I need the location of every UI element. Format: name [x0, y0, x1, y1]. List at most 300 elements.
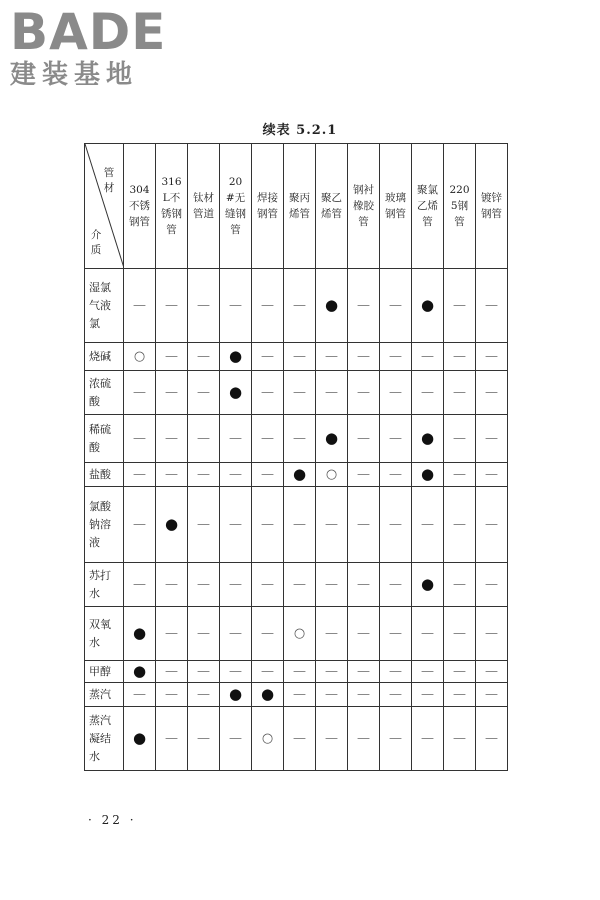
table-cell	[380, 371, 412, 415]
dash-mark: —	[197, 466, 210, 482]
dash-mark: —	[293, 663, 306, 679]
table-cell	[156, 607, 188, 661]
dash-mark: —	[133, 686, 146, 702]
dash-mark: —	[325, 516, 338, 532]
dash-mark: —	[261, 625, 274, 641]
table-body	[85, 269, 508, 771]
open-circle-mark: ○	[325, 466, 338, 482]
dash-mark: —	[485, 348, 498, 364]
row-medium-label: 稀硫酸	[85, 415, 124, 463]
dash-mark: —	[261, 297, 274, 313]
table-cell	[380, 415, 412, 463]
column-header-label: 20#无缝钢管	[225, 176, 246, 236]
dash-mark: —	[197, 730, 210, 746]
row-medium-label: 双氧水	[85, 607, 124, 661]
dash-mark: —	[165, 625, 178, 641]
column-header	[156, 144, 188, 269]
table-row	[85, 343, 508, 371]
table-cell	[316, 487, 348, 563]
table-cell	[252, 607, 284, 661]
logo-mark: BADE	[10, 3, 167, 61]
table-cell	[348, 661, 380, 683]
filled-circle-mark: ●	[420, 428, 435, 447]
dash-mark: —	[261, 663, 274, 679]
table-cell	[188, 343, 220, 371]
dash-mark: —	[485, 297, 498, 313]
table-cell	[284, 661, 316, 683]
table-cell	[316, 343, 348, 371]
dash-mark: —	[389, 348, 402, 364]
dash-mark: —	[165, 686, 178, 702]
table-cell	[156, 269, 188, 343]
table-cell	[124, 563, 156, 607]
dash-mark: —	[325, 384, 338, 400]
table-row	[85, 487, 508, 563]
table-cell	[412, 343, 444, 371]
dash-mark: —	[229, 625, 242, 641]
table-cell	[252, 371, 284, 415]
table-cell	[412, 371, 444, 415]
dash-mark: —	[165, 297, 178, 313]
dash-mark: —	[389, 430, 402, 446]
table-cell	[444, 607, 476, 661]
dash-mark: —	[197, 430, 210, 446]
table-cell	[316, 371, 348, 415]
table-cell	[348, 683, 380, 707]
dash-mark: —	[453, 516, 466, 532]
logo-subtitle: 建装基地	[10, 60, 139, 90]
table-cell	[412, 563, 444, 607]
table-row	[85, 607, 508, 661]
table-row	[85, 415, 508, 463]
dash-mark: —	[485, 663, 498, 679]
filled-circle-mark: ●	[420, 295, 435, 314]
dash-mark: —	[293, 384, 306, 400]
table-cell	[220, 269, 252, 343]
row-medium-label: 盐酸	[85, 463, 124, 487]
filled-circle-mark: ●	[228, 382, 243, 401]
column-header	[284, 144, 316, 269]
table-cell	[412, 415, 444, 463]
column-header	[188, 144, 220, 269]
corner-label-medium: 介质	[90, 229, 102, 256]
dash-mark: —	[421, 348, 434, 364]
table-cell	[124, 607, 156, 661]
table-cell	[252, 563, 284, 607]
dash-mark: —	[261, 430, 274, 446]
dash-mark: —	[325, 625, 338, 641]
dash-mark: —	[453, 430, 466, 446]
dash-mark: —	[293, 576, 306, 592]
column-header-label: 焊接钢管	[257, 192, 278, 220]
table-cell	[252, 269, 284, 343]
dash-mark: —	[421, 663, 434, 679]
table-cell	[220, 487, 252, 563]
row-medium-label: 蒸汽	[85, 683, 124, 707]
dash-mark: —	[453, 384, 466, 400]
dash-mark: —	[261, 466, 274, 482]
table-cell	[156, 563, 188, 607]
table-cell	[156, 661, 188, 683]
dash-mark: —	[357, 625, 370, 641]
table-cell	[124, 487, 156, 563]
column-header-label: 聚氯乙烯管	[417, 184, 438, 228]
dash-mark: —	[229, 663, 242, 679]
table-cell	[284, 343, 316, 371]
dash-mark: —	[229, 466, 242, 482]
dash-mark: —	[197, 625, 210, 641]
dash-mark: —	[325, 576, 338, 592]
dash-mark: —	[453, 297, 466, 313]
dash-mark: —	[421, 384, 434, 400]
dash-mark: —	[293, 730, 306, 746]
table-cell	[444, 707, 476, 771]
table-row	[85, 683, 508, 707]
filled-circle-mark: ●	[260, 684, 275, 703]
filled-circle-mark: ●	[228, 346, 243, 365]
table-cell	[444, 371, 476, 415]
dash-mark: —	[133, 430, 146, 446]
table-cell	[316, 269, 348, 343]
dash-mark: —	[421, 686, 434, 702]
dash-mark: —	[453, 466, 466, 482]
dash-mark: —	[453, 663, 466, 679]
table-cell	[476, 563, 508, 607]
dash-mark: —	[389, 516, 402, 532]
row-medium-label: 湿氯气液氯	[85, 269, 124, 343]
table-cell	[316, 683, 348, 707]
column-header	[476, 144, 508, 269]
dash-mark: —	[485, 686, 498, 702]
table-cell	[220, 683, 252, 707]
column-header-label: 玻璃钢管	[385, 192, 406, 220]
table-cell	[188, 683, 220, 707]
table-cell	[348, 487, 380, 563]
table-cell	[380, 343, 412, 371]
table-cell	[316, 563, 348, 607]
table-cell	[156, 487, 188, 563]
dash-mark: —	[261, 384, 274, 400]
table-cell	[188, 563, 220, 607]
table-cell	[284, 683, 316, 707]
dash-mark: —	[357, 576, 370, 592]
dash-mark: —	[357, 686, 370, 702]
column-header	[348, 144, 380, 269]
dash-mark: —	[293, 297, 306, 313]
dash-mark: —	[197, 348, 210, 364]
table-cell	[188, 607, 220, 661]
dash-mark: —	[197, 686, 210, 702]
table-cell	[348, 463, 380, 487]
table-cell	[412, 683, 444, 707]
open-circle-mark: ○	[133, 348, 146, 364]
table-cell	[444, 563, 476, 607]
table-cell	[380, 563, 412, 607]
dash-mark: —	[325, 686, 338, 702]
table-cell	[444, 661, 476, 683]
table-row	[85, 707, 508, 771]
dash-mark: —	[261, 516, 274, 532]
dash-mark: —	[389, 297, 402, 313]
dash-mark: —	[485, 625, 498, 641]
table-row	[85, 371, 508, 415]
dash-mark: —	[389, 384, 402, 400]
row-medium-label: 苏打水	[85, 563, 124, 607]
dash-mark: —	[133, 576, 146, 592]
dash-mark: —	[453, 686, 466, 702]
dash-mark: —	[357, 663, 370, 679]
open-circle-mark: ○	[261, 730, 274, 746]
table-cell	[284, 707, 316, 771]
column-header	[252, 144, 284, 269]
table-cell	[124, 269, 156, 343]
dash-mark: —	[389, 686, 402, 702]
dash-mark: —	[197, 384, 210, 400]
column-header-label: 316L不锈钢管	[161, 176, 182, 236]
corner-label-material: 管材	[103, 167, 115, 194]
table-cell	[252, 487, 284, 563]
table-cell	[188, 415, 220, 463]
dash-mark: —	[165, 430, 178, 446]
table-cell	[476, 607, 508, 661]
table-cell	[124, 661, 156, 683]
table-cell	[380, 661, 412, 683]
table-cell	[348, 563, 380, 607]
table-cell	[220, 707, 252, 771]
table-cell	[444, 487, 476, 563]
table-cell	[220, 607, 252, 661]
table-cell	[188, 707, 220, 771]
dash-mark: —	[293, 430, 306, 446]
table-cell	[284, 487, 316, 563]
dash-mark: —	[261, 576, 274, 592]
dash-mark: —	[165, 576, 178, 592]
table-cell	[156, 343, 188, 371]
dash-mark: —	[165, 663, 178, 679]
table-cell	[252, 683, 284, 707]
table-cell	[316, 707, 348, 771]
table-row	[85, 463, 508, 487]
dash-mark: —	[197, 516, 210, 532]
dash-mark: —	[165, 466, 178, 482]
dash-mark: —	[197, 576, 210, 592]
table-cell	[188, 463, 220, 487]
table-cell	[252, 661, 284, 683]
dash-mark: —	[389, 466, 402, 482]
row-medium-label: 烧碱	[85, 343, 124, 371]
filled-circle-mark: ●	[292, 464, 307, 483]
dash-mark: —	[293, 686, 306, 702]
table-cell	[284, 269, 316, 343]
dash-mark: —	[261, 348, 274, 364]
dash-mark: —	[229, 516, 242, 532]
table-cell	[380, 463, 412, 487]
table-cell	[380, 607, 412, 661]
filled-circle-mark: ●	[420, 464, 435, 483]
column-header-label: 聚丙烯管	[289, 192, 310, 220]
table-cell	[284, 563, 316, 607]
table-cell	[220, 563, 252, 607]
dash-mark: —	[453, 348, 466, 364]
table-cell	[476, 487, 508, 563]
table-cell	[444, 343, 476, 371]
dash-mark: —	[133, 384, 146, 400]
row-medium-label: 甲醇	[85, 661, 124, 683]
table-cell	[412, 487, 444, 563]
table-cell	[412, 607, 444, 661]
table-cell	[124, 707, 156, 771]
table-cell	[316, 415, 348, 463]
dash-mark: —	[165, 348, 178, 364]
filled-circle-mark: ●	[228, 684, 243, 703]
dash-mark: —	[421, 516, 434, 532]
table-cell	[220, 661, 252, 683]
dash-mark: —	[197, 297, 210, 313]
dash-mark: —	[485, 576, 498, 592]
dash-mark: —	[229, 430, 242, 446]
filled-circle-mark: ●	[324, 295, 339, 314]
table-cell	[316, 463, 348, 487]
header-row	[85, 144, 508, 269]
table-cell	[380, 487, 412, 563]
table-cell	[220, 463, 252, 487]
table-cell	[156, 371, 188, 415]
table-cell	[348, 371, 380, 415]
table-cell	[284, 607, 316, 661]
table-cell	[156, 683, 188, 707]
column-header-label: 304不锈钢管	[129, 184, 150, 228]
dash-mark: —	[453, 730, 466, 746]
dash-mark: —	[165, 384, 178, 400]
table-cell	[252, 343, 284, 371]
dash-mark: —	[485, 466, 498, 482]
dash-mark: —	[453, 625, 466, 641]
dash-mark: —	[485, 730, 498, 746]
dash-mark: —	[197, 663, 210, 679]
table-cell	[476, 415, 508, 463]
dash-mark: —	[485, 384, 498, 400]
dash-mark: —	[133, 297, 146, 313]
dash-mark: —	[357, 384, 370, 400]
table-cell	[188, 371, 220, 415]
table-row	[85, 269, 508, 343]
dash-mark: —	[325, 730, 338, 746]
dash-mark: —	[421, 730, 434, 746]
dash-mark: —	[357, 430, 370, 446]
row-medium-label: 蒸汽凝结水	[85, 707, 124, 771]
table-row	[85, 661, 508, 683]
table-cell	[220, 371, 252, 415]
table-cell	[124, 463, 156, 487]
table-cell	[124, 371, 156, 415]
dash-mark: —	[357, 348, 370, 364]
table-cell	[348, 607, 380, 661]
column-header	[316, 144, 348, 269]
dash-mark: —	[133, 466, 146, 482]
page-number: · 22 ·	[88, 813, 137, 827]
table-cell	[124, 415, 156, 463]
dash-mark: —	[325, 348, 338, 364]
table-cell	[412, 707, 444, 771]
table-cell	[476, 463, 508, 487]
table-cell	[476, 683, 508, 707]
dash-mark: —	[357, 730, 370, 746]
filled-circle-mark: ●	[164, 514, 179, 533]
table-cell	[316, 661, 348, 683]
column-header	[220, 144, 252, 269]
filled-circle-mark: ●	[420, 574, 435, 593]
table-cell	[188, 487, 220, 563]
open-circle-mark: ○	[293, 625, 306, 641]
table-cell	[476, 269, 508, 343]
column-header	[124, 144, 156, 269]
table-cell	[284, 463, 316, 487]
dash-mark: —	[229, 576, 242, 592]
table-cell	[444, 463, 476, 487]
row-medium-label: 浓硫酸	[85, 371, 124, 415]
column-header	[444, 144, 476, 269]
table-cell	[348, 707, 380, 771]
dash-mark: —	[485, 430, 498, 446]
dash-mark: —	[165, 730, 178, 746]
dash-mark: —	[229, 297, 242, 313]
table-cell	[188, 269, 220, 343]
dash-mark: —	[357, 516, 370, 532]
table-cell	[476, 343, 508, 371]
table-cell	[220, 415, 252, 463]
corner-cell	[85, 144, 124, 269]
column-header-label: 钛材管道	[193, 192, 214, 220]
filled-circle-mark: ●	[132, 623, 147, 642]
table-cell	[444, 415, 476, 463]
table-cell	[444, 683, 476, 707]
table-cell	[348, 269, 380, 343]
column-header-label: 聚乙烯管	[321, 192, 342, 220]
table-cell	[476, 707, 508, 771]
dash-mark: —	[133, 516, 146, 532]
dash-mark: —	[389, 576, 402, 592]
filled-circle-mark: ●	[132, 728, 147, 747]
table-cell	[252, 707, 284, 771]
dash-mark: —	[485, 516, 498, 532]
dash-mark: —	[453, 576, 466, 592]
table-cell	[348, 415, 380, 463]
dash-mark: —	[229, 730, 242, 746]
table-cell	[220, 343, 252, 371]
table-cell	[156, 415, 188, 463]
table-cell	[124, 343, 156, 371]
dash-mark: —	[325, 663, 338, 679]
table-title: 续表 5.2.1	[262, 123, 338, 138]
table-cell	[412, 661, 444, 683]
table-cell	[156, 463, 188, 487]
dash-mark: —	[389, 625, 402, 641]
table-cell	[348, 343, 380, 371]
filled-circle-mark: ●	[324, 428, 339, 447]
column-header-label: 镀锌钢管	[481, 192, 502, 220]
table-row	[85, 563, 508, 607]
table-cell	[380, 269, 412, 343]
column-header-label: 钢衬橡胶管	[353, 184, 374, 228]
logo	[10, 3, 200, 90]
column-header	[380, 144, 412, 269]
dash-mark: —	[421, 625, 434, 641]
table-cell	[380, 707, 412, 771]
row-medium-label: 氯酸钠溶液	[85, 487, 124, 563]
table-cell	[284, 371, 316, 415]
table-cell	[444, 269, 476, 343]
material-compatibility-table	[84, 143, 508, 771]
